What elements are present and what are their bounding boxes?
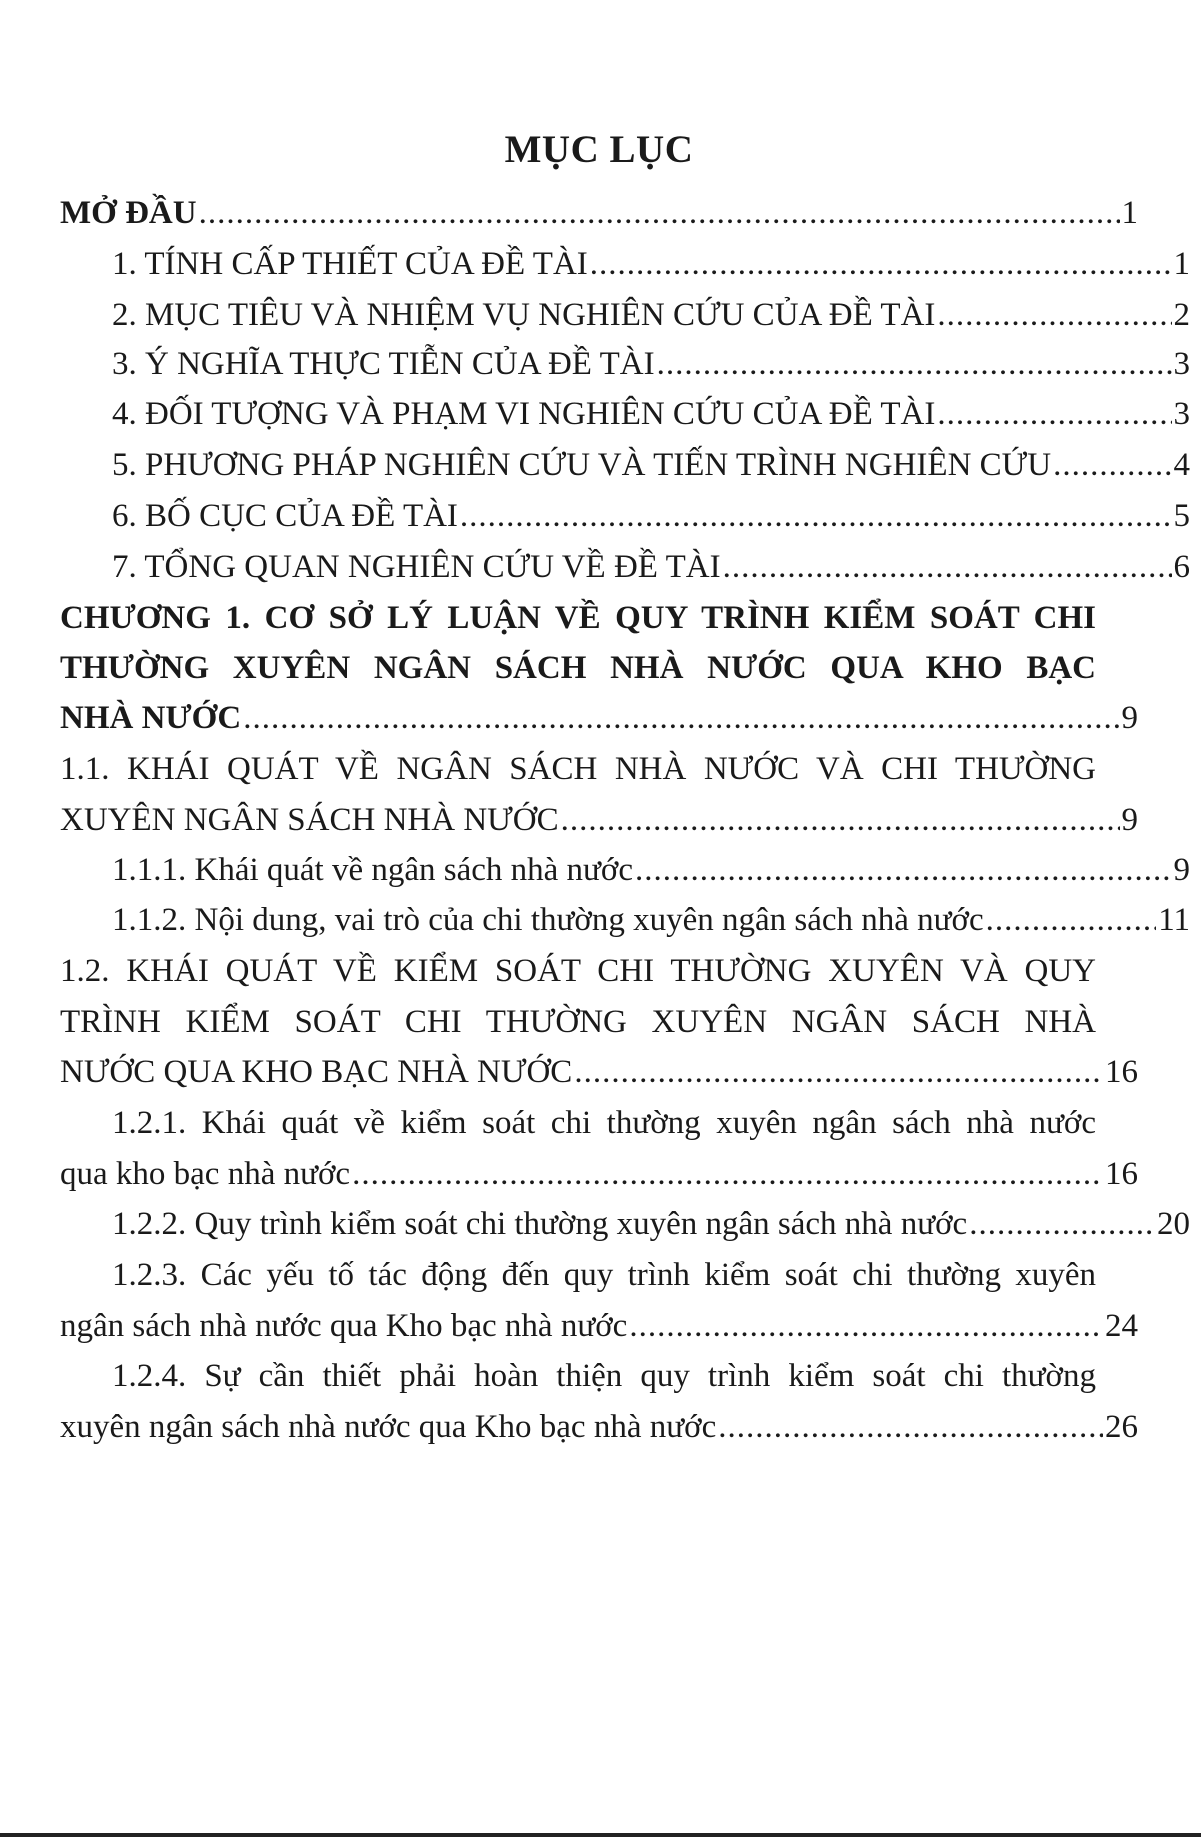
toc-entry-text: 2. MỤC TIÊU VÀ NHIỆM VỤ NGHIÊN CỨU CỦA ĐỀ TÀI xyxy=(112,297,936,333)
toc-entry-text: qua kho bạc nhà nước xyxy=(60,1156,351,1192)
toc-entry-text: NƯỚC QUA KHO BẠC NHÀ NƯỚC xyxy=(60,1054,573,1090)
toc-chapter-1-line-1[interactable]: CHƯƠNG 1. CƠ SỞ LÝ LUẬN VỀ QUY TRÌNH KIỂM SOÁT CHI xyxy=(60,600,1096,636)
toc-page-number: 1 xyxy=(1121,195,1138,231)
toc-entry-text: 5. PHƯƠNG PHÁP NGHIÊN CỨU VÀ TIẾN TRÌNH NGHIÊN CỨU xyxy=(112,447,1052,483)
toc-entry-text: NHÀ NƯỚC xyxy=(60,700,242,736)
toc-page-number: 26 xyxy=(1105,1409,1138,1445)
toc-page-number: 20 xyxy=(1157,1206,1190,1242)
toc-entry-text: XUYÊN NGÂN SÁCH NHÀ NƯỚC xyxy=(60,802,559,838)
toc-section-1-1-line-1[interactable]: 1.1. KHÁI QUÁT VỀ NGÂN SÁCH NHÀ NƯỚC VÀ CHI THƯỜNG xyxy=(60,751,1096,787)
toc-entry-text: 6. BỐ CỤC CỦA ĐỀ TÀI xyxy=(112,498,458,534)
toc-page-number: 3 xyxy=(1173,346,1190,382)
toc-entry-text: 7. TỔNG QUAN NGHIÊN CỨU VỀ ĐỀ TÀI xyxy=(112,549,721,585)
toc-entry-text: 3. Ý NGHĨA THỰC TIỄN CỦA ĐỀ TÀI xyxy=(112,346,655,382)
toc-page-number: 16 xyxy=(1105,1054,1138,1090)
toc-section-1-2-3-line-1[interactable]: 1.2.3. Các yếu tố tác động đến quy trình kiểm soát chi thường xuyên xyxy=(112,1257,1096,1293)
toc-page-number: 3 xyxy=(1173,396,1190,432)
page-title: MỤC LỤC xyxy=(504,128,694,171)
toc-entry-text: 1.2.2. Quy trình kiểm soát chi thường xuyên ngân sách nhà nước xyxy=(112,1206,968,1242)
toc-page-number: 2 xyxy=(1173,297,1190,333)
toc-entry-text: xuyên ngân sách nhà nước qua Kho bạc nhà nước xyxy=(60,1409,717,1445)
toc-entry-text: 1.1.1. Khái quát về ngân sách nhà nước xyxy=(112,852,634,888)
toc-page-number: 4 xyxy=(1173,447,1190,483)
toc-entry-text: 1. TÍNH CẤP THIẾT CỦA ĐỀ TÀI xyxy=(112,246,588,282)
toc-page-number: 5 xyxy=(1173,498,1190,534)
toc-section-1-2-4[interactable] xyxy=(60,1398,1138,1457)
leader-dots xyxy=(718,1398,1103,1457)
toc-entry-text: 4. ĐỐI TƯỢNG VÀ PHẠM VI NGHIÊN CỨU CỦA ĐỀ TÀI xyxy=(112,396,936,432)
toc-page-number: 11 xyxy=(1158,902,1190,938)
toc-section-1-2-line-1[interactable]: 1.2. KHÁI QUÁT VỀ KIỂM SOÁT CHI THƯỜNG XUYÊN VÀ QUY xyxy=(60,953,1096,989)
toc-section-1-2-1-line-1[interactable]: 1.2.1. Khái quát về kiểm soát chi thường xuyên ngân sách nhà nước xyxy=(112,1105,1096,1141)
toc-page-number: 1 xyxy=(1173,246,1190,282)
toc-page-number: 6 xyxy=(1173,549,1190,585)
page-bottom-edge xyxy=(0,1833,1201,1837)
toc-chapter-1-line-2[interactable]: THƯỜNG XUYÊN NGÂN SÁCH NHÀ NƯỚC QUA KHO BẠC xyxy=(60,650,1096,686)
toc-page-number: 9 xyxy=(1121,700,1138,736)
toc-entry-text: ngân sách nhà nước qua Kho bạc nhà nước xyxy=(60,1308,628,1344)
toc-section-1-2-4-line-1[interactable]: 1.2.4. Sự cần thiết phải hoàn thiện quy trình kiểm soát chi thường xyxy=(112,1358,1096,1394)
toc-page-number: 16 xyxy=(1105,1156,1138,1192)
toc-entry-text: MỞ ĐẦU xyxy=(60,195,197,231)
toc-page-number: 24 xyxy=(1105,1308,1138,1344)
toc-section-1-2-line-2[interactable]: TRÌNH KIỂM SOÁT CHI THƯỜNG XUYÊN NGÂN SÁCH NHÀ xyxy=(60,1004,1096,1040)
toc-entry-text: 1.1.2. Nội dung, vai trò của chi thường xuyên ngân sách nhà nước xyxy=(112,902,984,938)
toc-page-number: 9 xyxy=(1121,802,1138,838)
toc-page-number: 9 xyxy=(1173,852,1190,888)
